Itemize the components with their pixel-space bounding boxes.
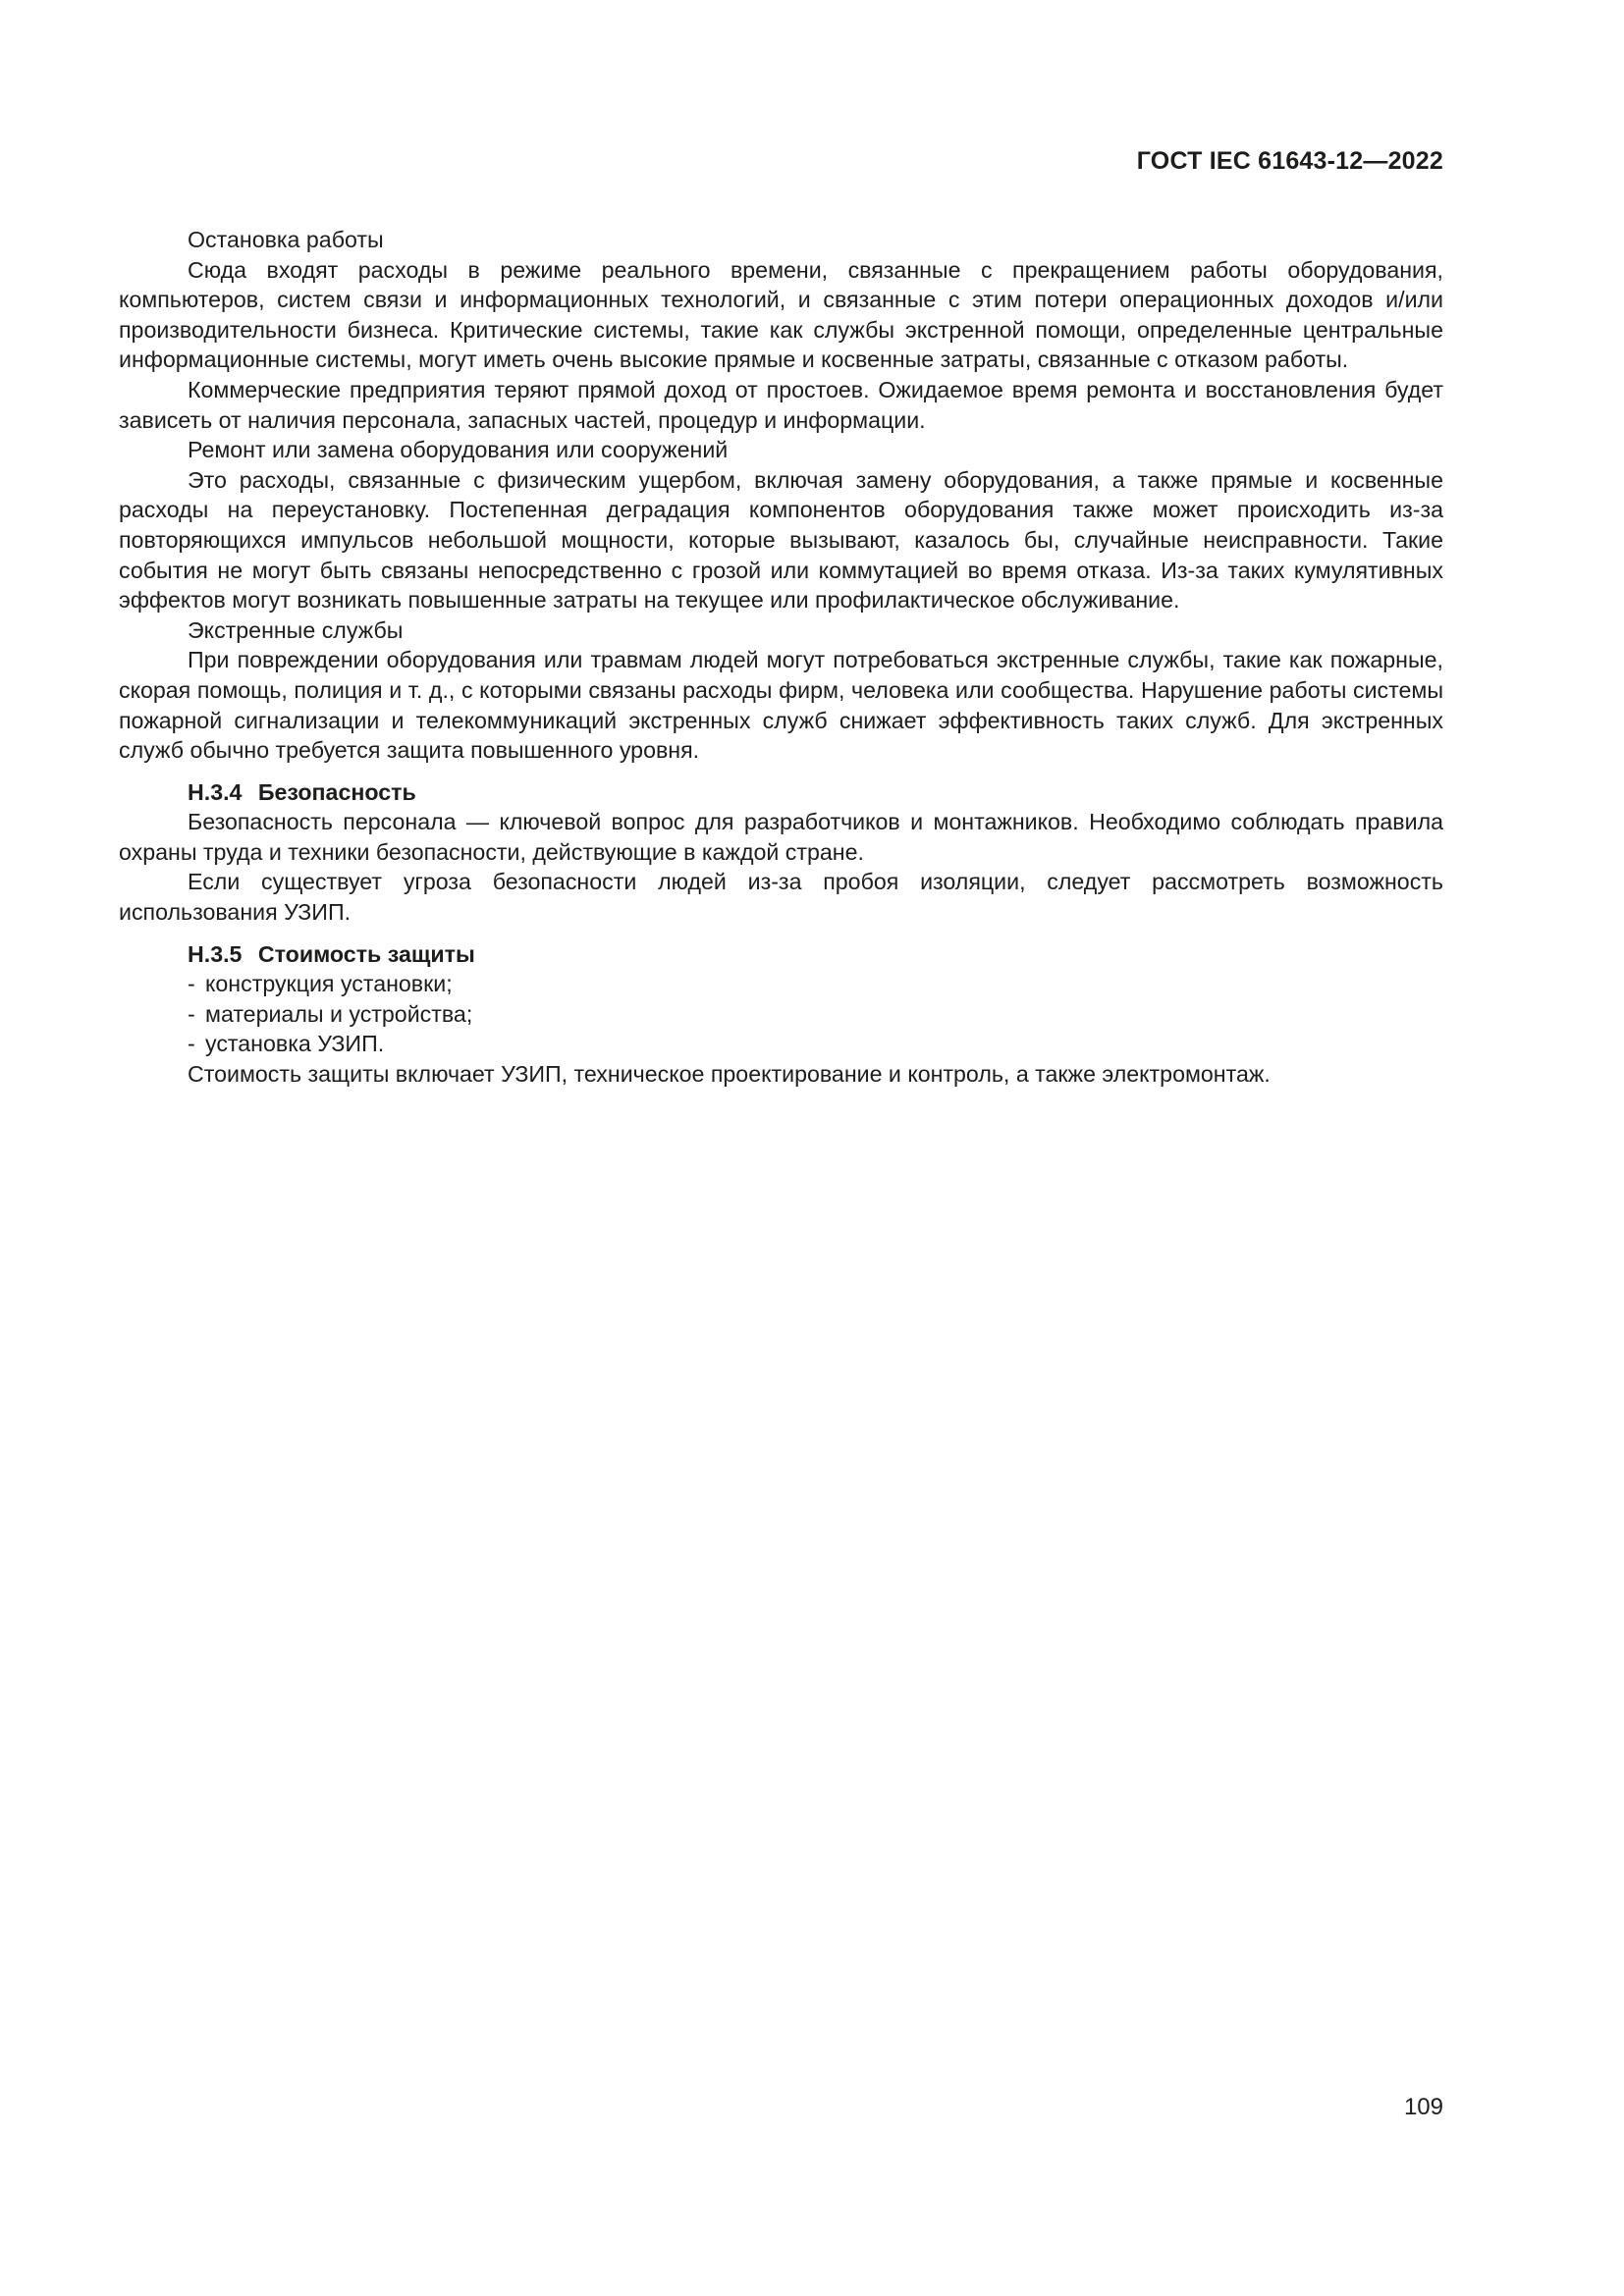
- paragraph-repair-costs: Это расходы, связанные с физическим ущербом, включая замену оборудования, а также прямые и косвенные расходы на переустановку. Постепенная деградация компонентов оборудования также может происходить из-за повторяющихся импульсов небольшой мощности, которые вызывают, казалось бы, случайные неисправности. Такие события не могут быть связаны непосредственно с грозой или коммутацией во время отказа. Из-за таких кумулятивных эффектов могут возникать повышенные затраты на текущее или профилактическое обслуживание.: [119, 466, 1443, 614]
- section-number: Н.3.4: [188, 778, 243, 805]
- paragraph-commercial-loss: Коммерческие предприятия теряют прямой доход от простоев. Ожидаемое время ремонта и восстановления будет зависеть от наличия персонала, запасных частей, процедур и информации.: [119, 376, 1443, 433]
- paragraph-staff-safety: Безопасность персонала — ключевой вопрос для разработчиков и монтажников. Необходимо соблюдать правила охраны труда и техники безопасности, действующие в каждой стране.: [119, 809, 1443, 865]
- cost-items-list: [119, 969, 1443, 1059]
- paragraph-protection-cost: Стоимость защиты включает УЗИП, техническое проектирование и контроль, а также электромонтаж.: [188, 1061, 1271, 1088]
- paragraph-downtime-costs: Сюда входят расходы в режиме реального времени, связанные с прекращением работы оборудования, компьютеров, систем связи и информационных технологий, и связанные с этим потери операционных доходов и/или производительности бизнеса. Критические системы, такие как службы экстренной помощи, определенные центральные информационные системы, могут иметь очень высокие прямые и косвенные затраты, связанные с отказом работы.: [119, 256, 1443, 373]
- list-marker: -: [188, 971, 195, 997]
- paragraph-repair-heading: Ремонт или замена оборудования или сооружений: [188, 437, 729, 463]
- list-marker: -: [188, 1031, 195, 1057]
- page-number: 109: [1403, 2094, 1443, 2120]
- section-heading-protection-cost: [119, 939, 1443, 970]
- page-body: [119, 225, 1443, 1090]
- section-number: Н.3.5: [188, 940, 243, 967]
- paragraph-emergency-heading: Экстренные службы: [188, 616, 404, 643]
- section-title: Стоимость защиты: [257, 940, 475, 967]
- list-item: - материалы и устройства;: [188, 999, 1443, 1030]
- paragraph-insulation-breakdown: Если существует угроза безопасности людей из-за пробоя изоляции, следует рассмотреть возможность использования УЗИП.: [119, 869, 1443, 926]
- paragraph-emergency-services: При повреждении оборудования или травмам людей могут потребоваться экстренные службы, такие как пожарные, скорая помощь, полиция и т. д., с которыми связаны расходы фирм, человека или сообщества. Нарушение работы системы пожарной сигнализации и телекоммуникаций экстренных служб снижает эффективность таких служб. Для экстренных служб обычно требуется защита повышенного уровня.: [119, 647, 1443, 764]
- section-heading-safety: [119, 777, 1443, 808]
- list-marker: -: [188, 1000, 195, 1027]
- standard-header: ГОСТ IEC 61643-12—2022: [1136, 147, 1443, 175]
- list-item: - установка УЗИП.: [188, 1029, 1443, 1059]
- list-item: - конструкция установки;: [188, 969, 1443, 999]
- paragraph-downtime-heading: Остановка работы: [188, 227, 384, 252]
- section-title: Безопасность: [257, 778, 416, 805]
